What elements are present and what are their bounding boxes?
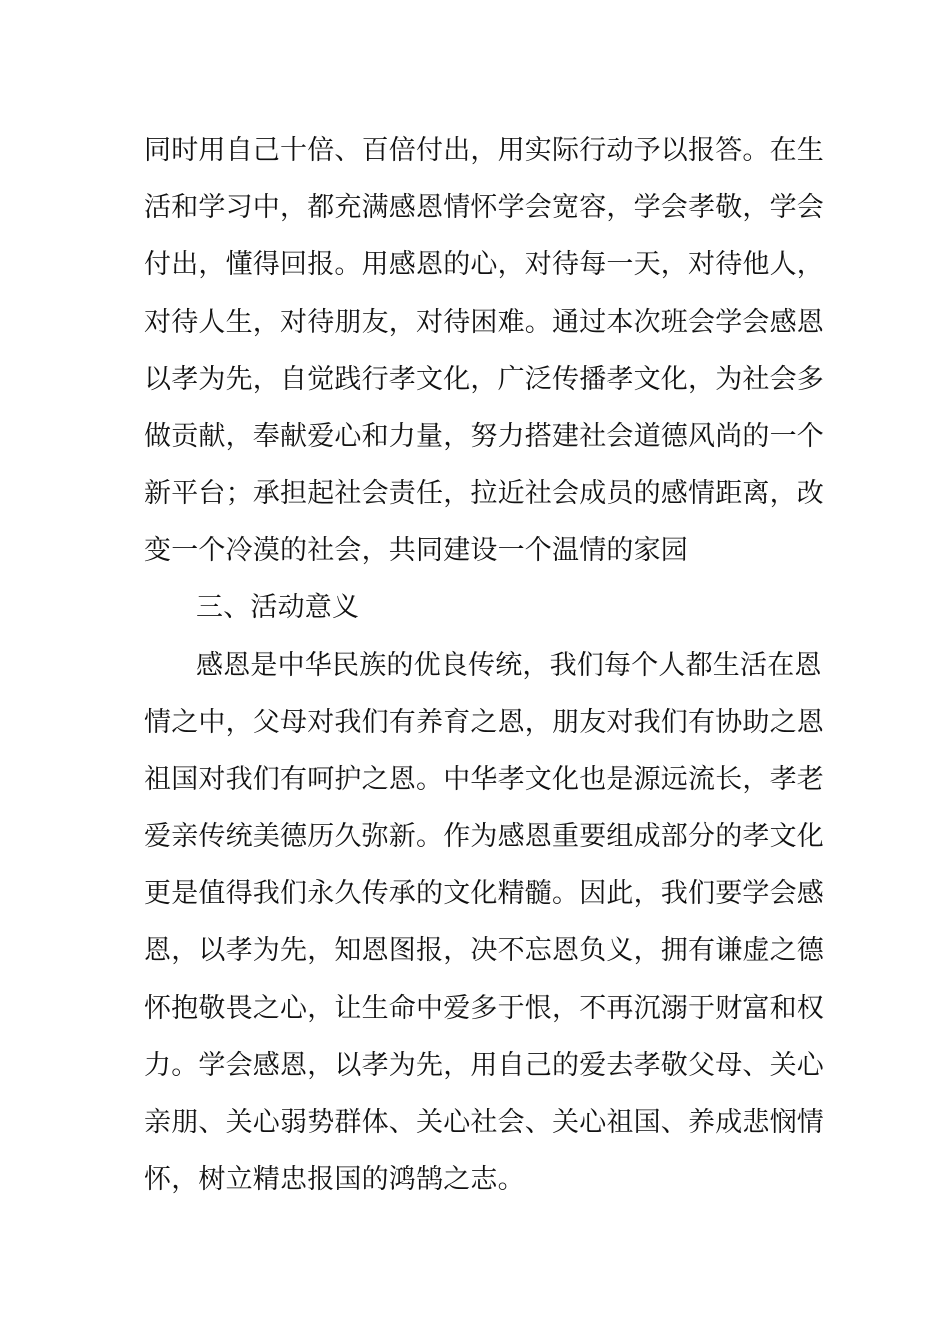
text-line: 同时用自己十倍、百倍付出，用实际行动予以报答。在生 xyxy=(144,135,824,166)
text-line: 怀，树立精忠报国的鸿鹄之志。 xyxy=(144,1164,525,1195)
text-line: 力。学会感恩，以孝为先，用自己的爱去孝敬父母、关心 xyxy=(144,1050,824,1081)
text-line: 更是值得我们永久传承的文化精髓。因此，我们要学会感 xyxy=(144,878,824,909)
text-line: 祖国对我们有呵护之恩。中华孝文化也是源远流长，孝老 xyxy=(144,764,824,795)
text-line: 新平台；承担起社会责任，拉近社会成员的感情距离，改 xyxy=(144,478,824,509)
section-heading: 三、活动意义 xyxy=(196,592,360,623)
text-line: 做贡献，奉献爱心和力量，努力搭建社会道德风尚的一个 xyxy=(144,421,824,452)
text-line: 感恩是中华民族的优良传统，我们每个人都生活在恩 xyxy=(196,650,822,681)
text-line: 怀抱敬畏之心，让生命中爱多于恨，不再沉溺于财富和权 xyxy=(144,993,824,1024)
text-line: 恩，以孝为先，知恩图报，决不忘恩负义，拥有谦虚之德 xyxy=(144,935,824,966)
text-line: 付出，懂得回报。用感恩的心，对待每一天，对待他人， xyxy=(144,249,824,280)
text-line: 亲朋、关心弱势群体、关心社会、关心祖国、养成悲悯情 xyxy=(144,1107,824,1138)
text-line: 情之中，父母对我们有养育之恩，朋友对我们有协助之恩 xyxy=(144,707,824,738)
text-line: 活和学习中，都充满感恩情怀学会宽容，学会孝敬，学会 xyxy=(144,192,824,223)
text-line: 变一个冷漠的社会，共同建设一个温情的家园 xyxy=(144,535,688,566)
text-line: 爱亲传统美德历久弥新。作为感恩重要组成部分的孝文化 xyxy=(144,821,824,852)
text-line: 对待人生，对待朋友，对待困难。通过本次班会学会感恩 xyxy=(144,307,824,338)
text-line: 以孝为先，自觉践行孝文化，广泛传播孝文化，为社会多 xyxy=(144,364,824,395)
